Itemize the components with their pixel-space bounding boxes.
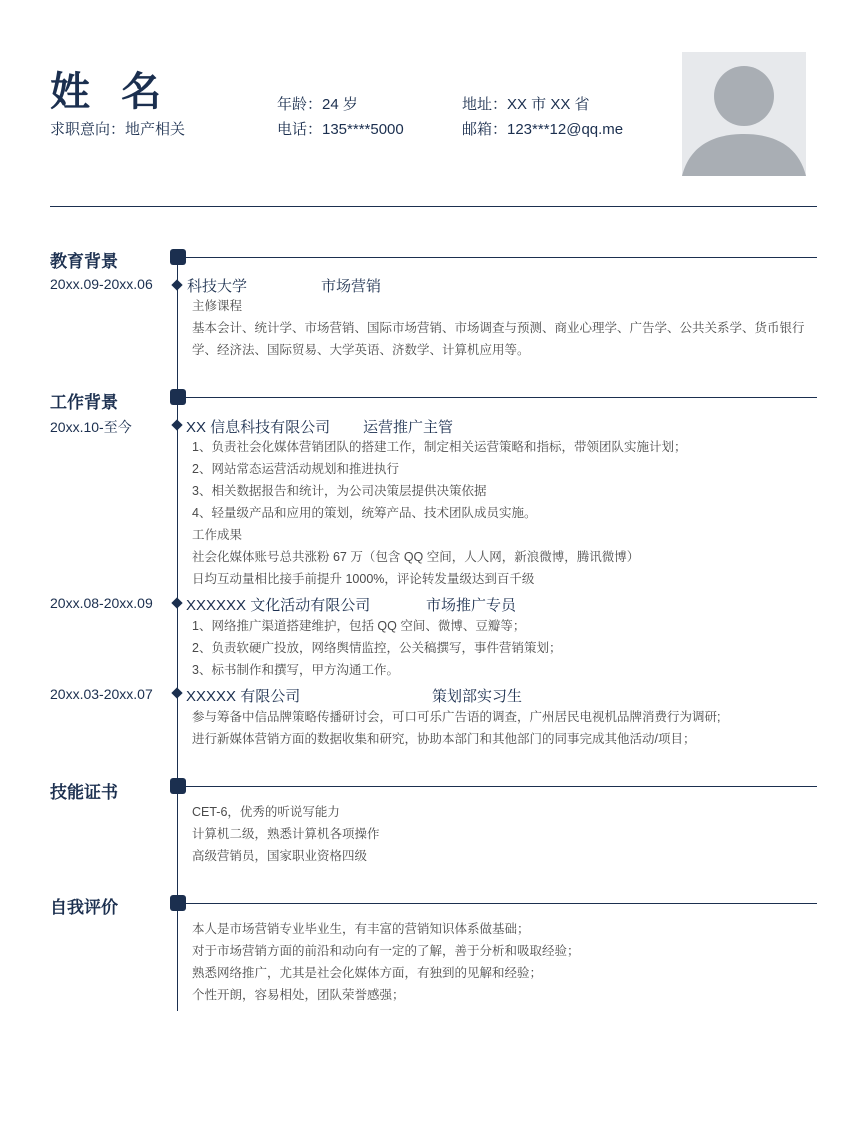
job-3-position: 策划部实习生 bbox=[432, 688, 523, 705]
job-2-position: 市场推广专员 bbox=[426, 597, 517, 614]
job-1-line: 日均互动量相比接手前提升 1000%，评论转发量级达到百千级 bbox=[192, 572, 535, 586]
avatar-photo bbox=[682, 52, 806, 176]
skills-node bbox=[170, 778, 186, 794]
self-eval-item: 本人是市场营销专业毕业生，有丰富的营销知识体系做基础； bbox=[192, 922, 530, 936]
job-1-line: 1、负责社会化媒体营销团队的搭建工作，制定相关运营策略和指标，带领团队实施计划； bbox=[192, 440, 687, 454]
work-line bbox=[186, 397, 817, 398]
job-2-line: 1、网络推广渠道搭建维护，包括 QQ 空间、微博、豆瓣等； bbox=[192, 619, 526, 633]
skill-item: 计算机二级，熟悉计算机各项操作 bbox=[192, 827, 380, 841]
job-1-position: 运营推广主管 bbox=[363, 419, 454, 436]
skills-title: 技能证书 bbox=[50, 783, 118, 802]
job-1-line: 4、轻量级产品和应用的策划，统筹产品、技术团队成员实施。 bbox=[192, 506, 537, 520]
job-2-line: 2、负责软硬广投放，网络舆情监控，公关稿撰写，事件营销策划； bbox=[192, 641, 562, 655]
self-eval-item: 个性开朗，容易相处，团队荣誉感强； bbox=[192, 988, 405, 1002]
age-field: 年龄：24 岁 bbox=[277, 96, 358, 113]
work-title: 工作背景 bbox=[50, 393, 118, 412]
self-eval-item: 对于市场营销方面的前沿和动向有一定的了解，善于分析和吸取经验； bbox=[192, 944, 580, 958]
skills-line bbox=[186, 786, 817, 787]
education-date: 20xx.09-20xx.06 bbox=[50, 276, 153, 292]
skill-item: CET-6，优秀的听说写能力 bbox=[192, 805, 340, 819]
skill-item: 高级营销员，国家职业资格四级 bbox=[192, 849, 368, 863]
job-1-company: XX 信息科技有限公司 bbox=[186, 419, 331, 436]
job-2-details bbox=[192, 615, 817, 681]
job-3-details bbox=[192, 706, 817, 750]
self-eval-title: 自我评价 bbox=[50, 898, 118, 917]
education-line-1: 基本会计、统计学、市场营销、国际市场营销、市场调查与预测、商业心理学、广告学、公共关系学、货币银行学、经济法、国际贸易、大学英语、济数学、计算机应用等。 bbox=[192, 321, 805, 357]
education-line bbox=[186, 257, 817, 258]
self-eval-details bbox=[192, 918, 817, 1006]
job-1-date: 20xx.10-至今 bbox=[50, 419, 132, 435]
education-major: 市场营销 bbox=[321, 278, 382, 295]
address-field: 地址：XX 市 XX 省 bbox=[462, 96, 590, 113]
header-divider bbox=[50, 206, 817, 207]
work-node bbox=[170, 389, 186, 405]
self-eval-node bbox=[170, 895, 186, 911]
job-3-diamond bbox=[171, 687, 182, 698]
job-3-company: XXXXX 有限公司 bbox=[186, 688, 301, 705]
job-1-line: 社会化媒体账号总共涨粉 67 万（包含 QQ 空间，人人网，新浪微博，腾讯微博） bbox=[192, 550, 640, 564]
job-3-line: 参与筹备中信品牌策略传播研讨会，可口可乐广告语的调查，广州居民电视机品牌消费行为调研; bbox=[192, 710, 721, 724]
job-2-line: 3、标书制作和撰写，甲方沟通工作。 bbox=[192, 663, 399, 677]
job-3-line: 进行新媒体营销方面的数据收集和研究，协助本部门和其他部门的同事完成其他活动/项目； bbox=[192, 732, 696, 746]
skills-details bbox=[192, 801, 817, 867]
education-school: 科技大学 bbox=[187, 278, 248, 295]
job-3-date: 20xx.03-20xx.07 bbox=[50, 686, 153, 702]
self-eval-line bbox=[186, 903, 817, 904]
education-line-0: 主修课程 bbox=[192, 299, 243, 313]
job-1-line: 2、网站常态运营活动规划和推进执行 bbox=[192, 462, 399, 476]
self-eval-item: 熟悉网络推广，尤其是社会化媒体方面，有独到的见解和经验； bbox=[192, 966, 543, 980]
job-1-line: 工作成果 bbox=[192, 528, 243, 542]
job-intent: 求职意向：地产相关 bbox=[50, 121, 186, 138]
job-1-line: 3、相关数据报告和统计，为公司决策层提供决策依据 bbox=[192, 484, 487, 498]
job-2-diamond bbox=[171, 597, 182, 608]
job-1-details bbox=[192, 436, 817, 590]
job-2-date: 20xx.08-20xx.09 bbox=[50, 595, 153, 611]
education-details bbox=[192, 295, 817, 361]
email-field: 邮箱：123***12@qq.me bbox=[462, 121, 624, 138]
phone-field: 电话：135****5000 bbox=[277, 121, 404, 138]
resume-name: 姓 名 bbox=[50, 70, 172, 114]
education-title: 教育背景 bbox=[50, 252, 118, 271]
avatar-placeholder-icon bbox=[682, 52, 806, 176]
education-node bbox=[170, 249, 186, 265]
job-2-company: XXXXXX 文化活动有限公司 bbox=[186, 597, 371, 614]
education-diamond bbox=[171, 279, 182, 290]
job-1-diamond bbox=[171, 419, 182, 430]
